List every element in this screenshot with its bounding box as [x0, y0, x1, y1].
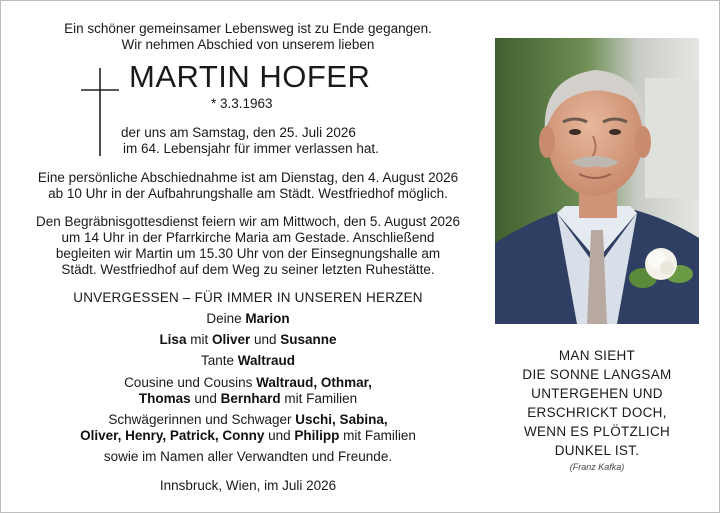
- family-line-children: [15, 331, 481, 348]
- birth-date: * 3.3.1963: [211, 96, 273, 111]
- family-name: Lisa: [159, 332, 187, 347]
- family-name: Waltraud: [237, 353, 296, 368]
- family-line-aunt: [15, 352, 481, 369]
- family-text: und: [190, 391, 221, 406]
- deceased-name: MARTIN HOFER: [129, 59, 371, 94]
- family-line-cousins-2: [15, 390, 481, 407]
- kafka-quote: [495, 346, 699, 460]
- service-line-2: um 14 Uhr in der Pfarrkirche Maria am Gestade. Anschließend: [61, 230, 435, 245]
- family-text: und: [250, 332, 281, 347]
- family-line-relatives: sowie im Namen aller Verwandten und Freunde.: [103, 449, 393, 464]
- family-text: mit Familien: [339, 428, 416, 443]
- family-line-in-laws-2: [15, 427, 481, 444]
- family-text: Cousine und Cousins: [124, 375, 257, 390]
- cross-icon: [79, 66, 121, 158]
- family-text: mit: [186, 332, 212, 347]
- quote-line: UNTERGEHEN UND: [531, 386, 663, 401]
- family-name: Bernhard: [220, 391, 281, 406]
- service-line-4: Städt. Westfriedhof auf dem Weg zu seiner letzten Ruhestätte.: [61, 262, 435, 277]
- memorial-motto: UNVERGESSEN – FÜR IMMER IN UNSEREN HERZEN: [73, 290, 423, 305]
- service-line-3: begleiten wir Martin um 15.30 Uhr von der Einsegnungshalle am: [55, 246, 441, 261]
- family-text: mit Familien: [280, 391, 358, 406]
- place-and-date: Innsbruck, Wien, im Juli 2026: [159, 478, 337, 493]
- death-line-2: im 64. Lebensjahr für immer verlassen hat.: [123, 141, 379, 156]
- quote-line: WENN ES PLÖTZLICH: [523, 424, 671, 439]
- intro-line-2: Wir nehmen Abschied von unserem lieben: [121, 37, 375, 52]
- farewell-line-1: Eine persönliche Abschiednahme ist am Dienstag, den 4. August 2026: [37, 170, 459, 185]
- family-name: Uschi, Sabina,: [295, 412, 388, 427]
- quote-author: (Franz Kafka): [569, 462, 625, 472]
- family-text: Schwägerinnen und Schwager: [108, 412, 296, 427]
- family-name: Philipp: [294, 428, 340, 443]
- quote-line: MAN SIEHT: [558, 348, 636, 363]
- portrait-photo: [495, 38, 699, 324]
- family-name: Susanne: [280, 332, 337, 347]
- family-text: Deine: [206, 311, 246, 326]
- family-name: Thomas: [138, 391, 191, 406]
- service-line-1: Den Begräbnisgottesdienst feiern wir am Mittwoch, den 5. August 2026: [36, 214, 460, 229]
- farewell-line-2: ab 10 Uhr in der Aufbahrungshalle am Städt. Westfriedhof möglich.: [48, 186, 448, 201]
- family-name: Waltraud, Othmar,: [256, 375, 372, 390]
- family-line-in-laws-1: [15, 411, 481, 428]
- family-text: und: [264, 428, 295, 443]
- family-line-spouse: [15, 310, 481, 327]
- family-name: Oliver: [211, 332, 251, 347]
- family-name: Marion: [245, 311, 290, 326]
- family-text: Tante: [200, 353, 238, 368]
- family-line-cousins-1: [15, 374, 481, 391]
- quote-line: DIE SONNE LANGSAM: [522, 367, 672, 382]
- intro-line-1: Ein schöner gemeinsamer Lebensweg ist zu Ende gegangen.: [64, 21, 432, 36]
- quote-line: DUNKEL IST.: [554, 443, 640, 458]
- quote-line: ERSCHRICKT DOCH,: [527, 405, 667, 420]
- family-name: Oliver, Henry, Patrick, Conny: [80, 428, 265, 443]
- death-line-1: der uns am Samstag, den 25. Juli 2026: [121, 125, 356, 140]
